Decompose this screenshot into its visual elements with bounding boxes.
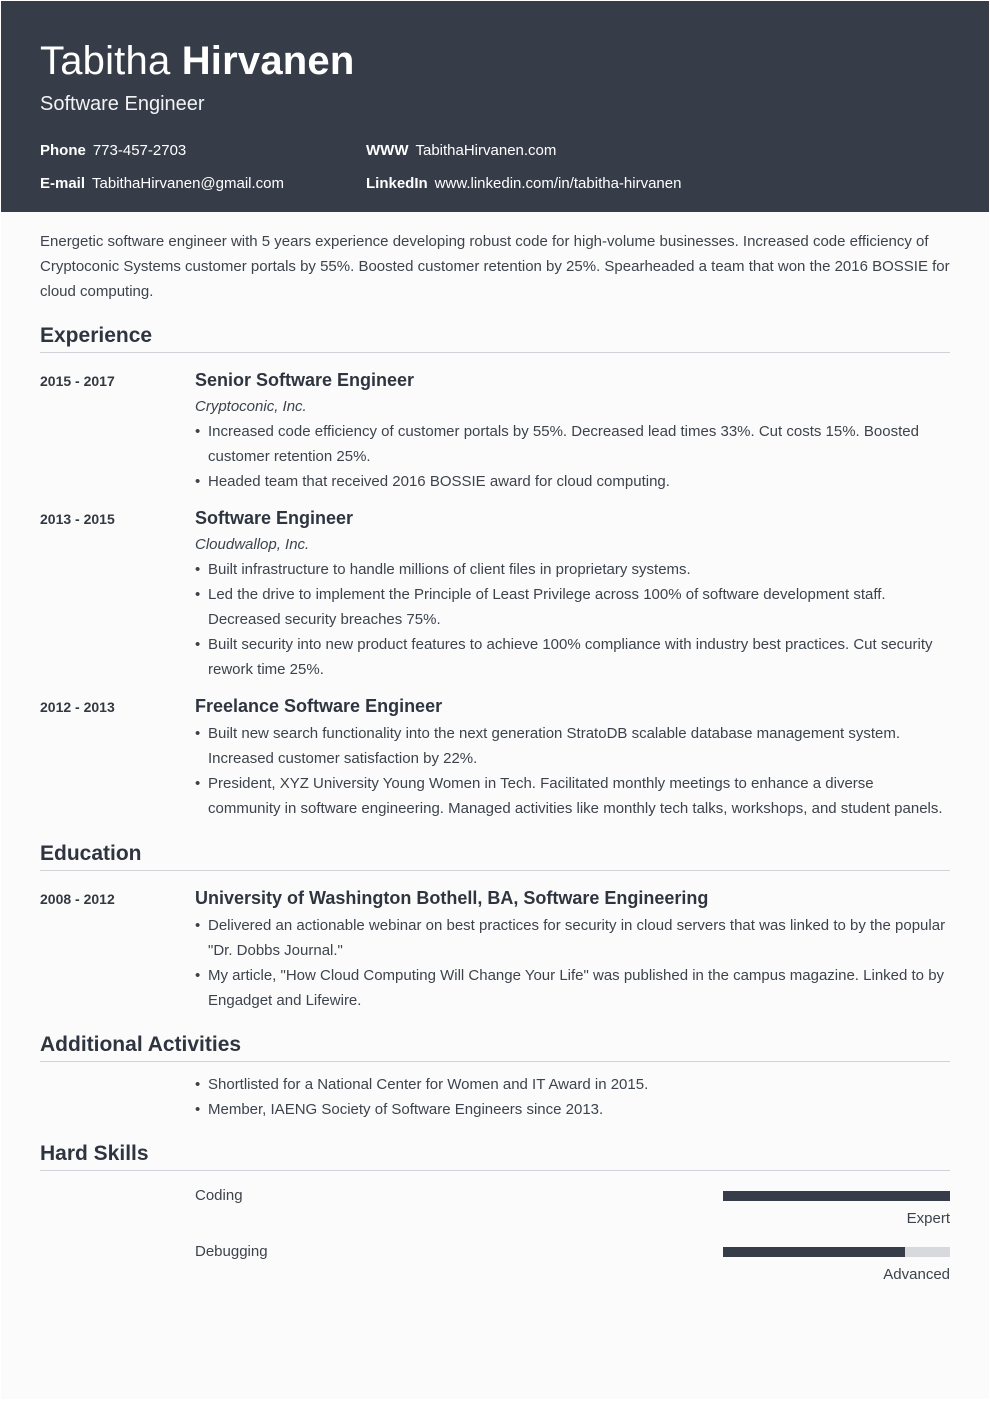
bullet-text: Shortlisted for a National Center for Women and IT Award in 2015. <box>208 1076 649 1093</box>
education-entry <box>40 887 950 1013</box>
phone-label: Phone <box>40 142 86 159</box>
skill-bar-fill <box>723 1191 950 1201</box>
entry-bullets <box>195 913 950 1013</box>
resume-body <box>1 212 989 1298</box>
bullet-text: Member, IAENG Society of Software Engineers since 2013. <box>208 1101 604 1118</box>
bullet-dot-icon: • <box>195 586 201 603</box>
contact-email <box>40 175 284 192</box>
bullet-dot-icon: • <box>195 775 201 792</box>
bullet-item <box>195 469 950 494</box>
bullet-dot-icon: • <box>195 561 201 578</box>
education-heading: Education <box>40 842 950 871</box>
bullet-item <box>195 632 950 682</box>
summary: Energetic software engineer with 5 years experience developing robust code for high-volume businesses. Increased code efficiency of Cryptoconic Systems customer portals by 55%. Boosted customer retention by 25%. Spearheaded a team that won the 2016 BOSSIE for cloud computing. <box>40 233 950 300</box>
entry-dates: 2013 - 2015 <box>40 511 115 527</box>
experience-heading: Experience <box>40 324 950 353</box>
experience-entry <box>40 695 950 821</box>
entry-bullets <box>195 419 950 494</box>
experience-entry <box>40 369 950 494</box>
skill-level: Advanced <box>883 1266 950 1283</box>
bullet-text: Built new search functionality into the next generation StratoDB scalable database management system. Increased customer satisfaction by 22%. <box>208 725 901 767</box>
experience-list <box>40 369 950 821</box>
bullet-dot-icon: • <box>195 917 201 934</box>
bullet-item <box>195 557 950 582</box>
entry-title: Software Engineer <box>195 508 354 528</box>
bullet-text: Headed team that received 2016 BOSSIE award for cloud computing. <box>208 473 670 490</box>
linkedin-link[interactable]: www.linkedin.com/in/tabitha-hirvanen <box>434 175 682 192</box>
skill-row <box>195 1242 950 1298</box>
contact-www <box>366 142 556 159</box>
entry-dates: 2015 - 2017 <box>40 373 115 389</box>
entry-company: Cloudwallop, Inc. <box>195 536 310 553</box>
bullet-text: Built security into new product features to achieve 100% compliance with industry best practices. Cut security rework time 25%. <box>208 636 933 678</box>
first-name: Tabitha <box>40 39 171 83</box>
skill-bar-fill <box>723 1247 905 1257</box>
www-label: WWW <box>366 142 409 159</box>
bullet-dot-icon: • <box>195 1101 201 1118</box>
candidate-name <box>40 37 950 85</box>
resume-page <box>1 1 989 1399</box>
bullet-item <box>195 771 950 821</box>
resume-header <box>1 1 989 212</box>
job-title: Software Engineer <box>40 93 205 115</box>
skills-heading: Hard Skills <box>40 1142 950 1171</box>
bullet-text: Delivered an actionable webinar on best practices for security in cloud servers that was linked to by the popular "Dr. Dobbs Journal." <box>208 917 946 959</box>
education-list <box>40 887 950 1013</box>
bullet-text: Led the drive to implement the Principle of Least Privilege across 100% of software development staff. Decreased security breaches 75%. <box>208 586 886 628</box>
skill-bar <box>723 1247 950 1257</box>
skill-row <box>195 1186 950 1242</box>
entry-dates: 2008 - 2012 <box>40 891 115 907</box>
entry-bullets <box>195 557 950 682</box>
entry-title: University of Washington Bothell, BA, Software Engineering <box>195 888 709 908</box>
contact-linkedin <box>366 175 681 192</box>
entry-bullets <box>195 721 950 821</box>
bullet-item <box>195 419 950 469</box>
bullet-item <box>195 582 950 632</box>
bullet-item <box>195 1097 950 1122</box>
bullet-dot-icon: • <box>195 473 201 490</box>
bullet-text: President, XYZ University Young Women in Tech. Facilitated monthly meetings to enhance a diverse community in software engineering. Managed activities like monthly tech talks, workshops, and student panels. <box>208 775 943 817</box>
bullet-item <box>195 1072 950 1097</box>
contact-phone <box>40 142 186 159</box>
skill-name: Coding <box>195 1187 243 1204</box>
activities-list <box>195 1072 950 1122</box>
entry-company: Cryptoconic, Inc. <box>195 398 307 415</box>
bullet-item <box>195 963 950 1013</box>
entry-title: Freelance Software Engineer <box>195 696 443 716</box>
phone-value: 773-457-2703 <box>92 142 187 159</box>
experience-entry <box>40 507 950 682</box>
bullet-dot-icon: • <box>195 967 201 984</box>
email-link[interactable]: TabithaHirvanen@gmail.com <box>92 175 284 192</box>
bullet-dot-icon: • <box>195 725 201 742</box>
last-name: Hirvanen <box>181 39 355 83</box>
bullet-item <box>195 913 950 963</box>
email-label: E-mail <box>40 175 86 192</box>
bullet-dot-icon: • <box>195 1076 201 1093</box>
linkedin-label: LinkedIn <box>366 175 428 192</box>
skill-level: Expert <box>906 1210 950 1227</box>
www-link[interactable]: TabithaHirvanen.com <box>415 142 557 159</box>
bullet-dot-icon: • <box>195 636 201 653</box>
skill-name: Debugging <box>195 1243 268 1260</box>
bullet-text: My article, "How Cloud Computing Will Change Your Life" was published in the campus magazine. Linked to by Engadget and Lifewire. <box>208 967 945 1009</box>
skill-bar <box>723 1191 950 1201</box>
bullet-text: Built infrastructure to handle millions of client files in proprietary systems. <box>208 561 691 578</box>
skills-list <box>195 1186 950 1298</box>
contact-info <box>40 142 950 212</box>
bullet-item <box>195 721 950 771</box>
entry-title: Senior Software Engineer <box>195 370 415 390</box>
bullet-dot-icon: • <box>195 423 201 440</box>
entry-dates: 2012 - 2013 <box>40 699 115 715</box>
activities-heading: Additional Activities <box>40 1033 950 1062</box>
bullet-text: Increased code efficiency of customer portals by 55%. Decreased lead times 33%. Cut costs 15%. Boosted customer retention 25%. <box>208 423 919 465</box>
